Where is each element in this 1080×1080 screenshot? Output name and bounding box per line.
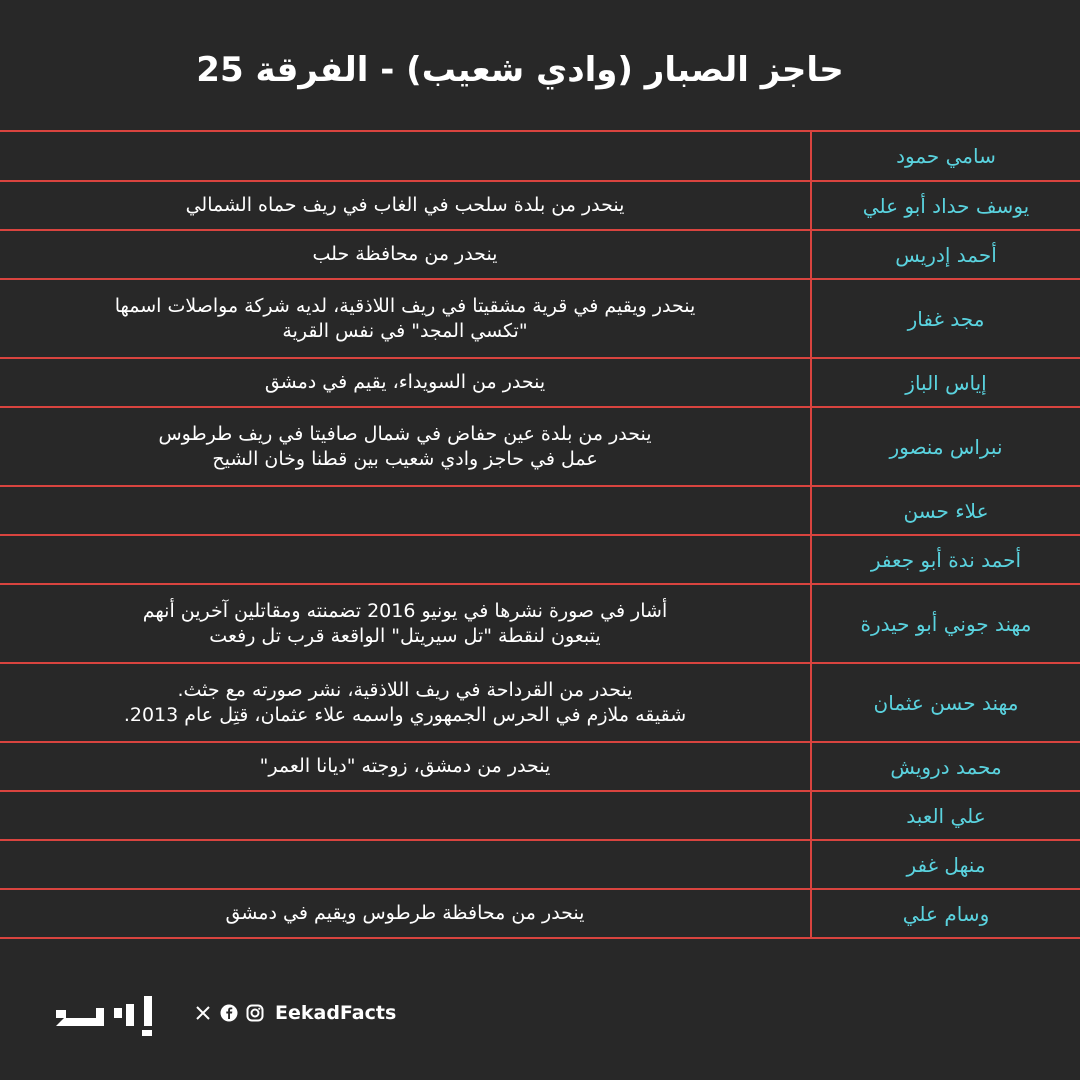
instagram-icon[interactable]: [245, 1003, 265, 1023]
table-row: [0, 889, 1080, 938]
roster-table: [0, 130, 1080, 939]
description-line: "تكسي المجد" في نفس القرية: [282, 319, 528, 342]
table-row: [0, 584, 1080, 663]
description-text: [0, 901, 810, 926]
description-line: ينحدر ويقيم في قرية مشقيتا في ريف اللاذقية، لديه شركة مواصلات اسمها: [114, 294, 696, 317]
description-line: ينحدر من بلدة عين حفاض في شمال صافيتا في ريف طرطوس: [158, 422, 652, 445]
description-line: أشار في صورة نشرها في يونيو 2016 تضمنته ومقاتلين آخرين أنهم: [142, 599, 668, 622]
row-name: علاء حسن: [811, 486, 1080, 535]
table-row: [0, 181, 1080, 230]
row-name: مهند حسن عثمان: [811, 663, 1080, 742]
description-text: [0, 193, 810, 218]
row-name: منهل غفر: [811, 840, 1080, 889]
table-row: [0, 279, 1080, 358]
row-description: [0, 181, 811, 230]
table-row: [0, 791, 1080, 840]
row-description: [0, 663, 811, 742]
table-row: [0, 407, 1080, 486]
row-description: [0, 486, 811, 535]
table-row: [0, 840, 1080, 889]
row-description: [0, 358, 811, 407]
row-description: [0, 840, 811, 889]
row-name: أحمد إدريس: [811, 230, 1080, 279]
social-links: [193, 1002, 396, 1024]
row-name: إياس الباز: [811, 358, 1080, 407]
description-text: [0, 754, 810, 779]
table-row: [0, 486, 1080, 535]
row-name: مهند جوني أبو حيدرة: [811, 584, 1080, 663]
row-name: أحمد ندة أبو جعفر: [811, 535, 1080, 584]
description-text: [0, 599, 810, 649]
description-text: [0, 294, 810, 344]
row-name: نبراس منصور: [811, 407, 1080, 486]
description-text: [0, 678, 810, 728]
row-description: [0, 584, 811, 663]
row-name: وسام علي: [811, 889, 1080, 938]
row-name: يوسف حداد أبو علي: [811, 181, 1080, 230]
row-name: سامي حمود: [811, 131, 1080, 181]
row-description: [0, 131, 811, 181]
row-description: [0, 407, 811, 486]
row-name: محمد درويش: [811, 742, 1080, 791]
row-description: [0, 535, 811, 584]
table-row: [0, 742, 1080, 791]
row-description: [0, 279, 811, 358]
description-line: ينحدر من دمشق، زوجته "ديانا العمر": [259, 755, 551, 777]
description-line: ينحدر من القرداحة في ريف اللاذقية، نشر صورته مع جثث.: [177, 678, 633, 701]
description-line: ينحدر من محافظة حلب: [312, 243, 498, 265]
description-line: ينحدر من السويداء، يقيم في دمشق: [264, 371, 546, 393]
description-line: ينحدر من محافظة طرطوس ويقيم في دمشق: [225, 902, 585, 924]
row-description: [0, 889, 811, 938]
description-line: عمل في حاجز وادي شعيب بين قطنا وخان الشيح: [212, 447, 598, 470]
table-row: [0, 358, 1080, 407]
row-name: علي العبد: [811, 791, 1080, 840]
description-text: [0, 370, 810, 395]
description-line: يتبعون لنقطة "تل سيريتل" الواقعة قرب تل رفعت: [209, 624, 601, 647]
table-row: [0, 663, 1080, 742]
row-description: [0, 230, 811, 279]
description-line: شقيقه ملازم في الحرس الجمهوري واسمه علاء عثمان، قتِل عام 2013.: [123, 703, 687, 726]
table-row: [0, 535, 1080, 584]
row-description: [0, 791, 811, 840]
facebook-icon[interactable]: [219, 1003, 239, 1023]
table-row: [0, 131, 1080, 181]
description-text: [0, 422, 810, 472]
row-description: [0, 742, 811, 791]
description-text: [0, 242, 810, 267]
social-handle[interactable]: EekadFacts: [275, 1002, 397, 1024]
row-name: مجد غفار: [811, 279, 1080, 358]
page-title: حاجز الصبار (وادي شعيب) - الفرقة 25: [196, 50, 844, 90]
eekad-logo: [48, 990, 158, 1040]
roster-body: [0, 131, 1080, 938]
x-icon[interactable]: [193, 1003, 213, 1023]
description-line: ينحدر من بلدة سلحب في الغاب في ريف حماه الشمالي: [185, 194, 625, 216]
table-row: [0, 230, 1080, 279]
